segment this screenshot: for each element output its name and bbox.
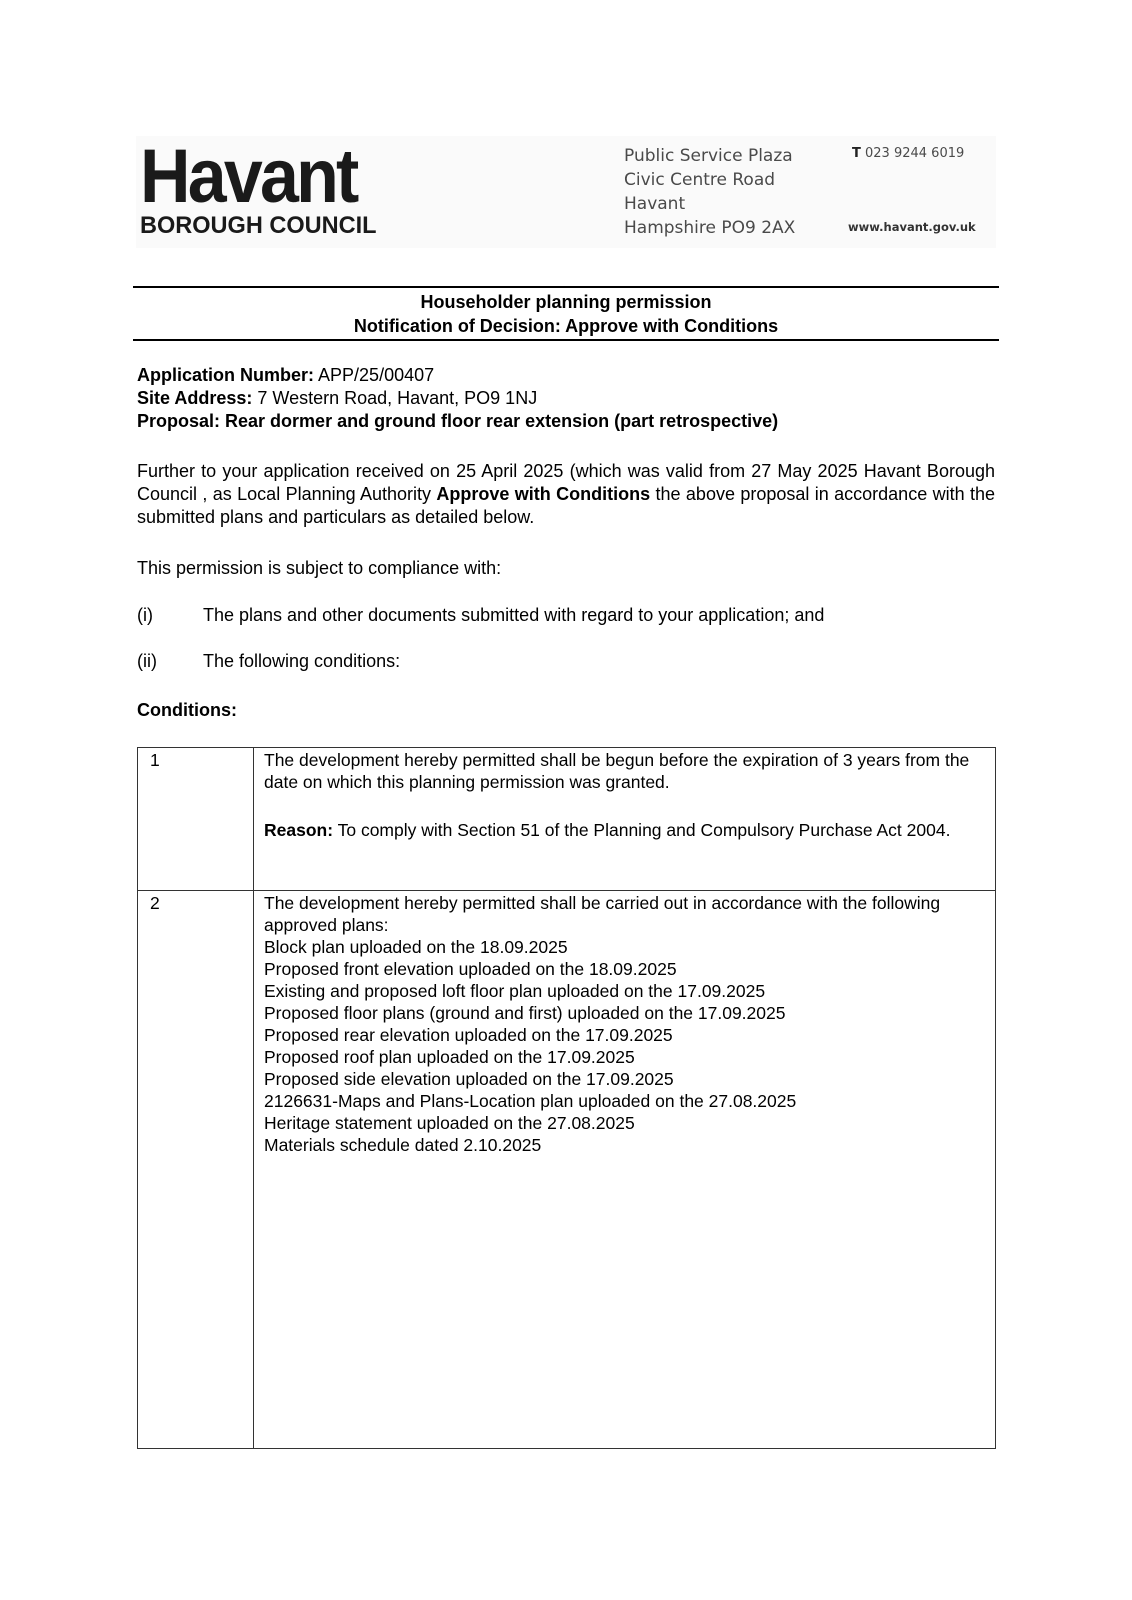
condition-reason [264, 819, 975, 841]
approved-plan: Proposed rear elevation uploaded on the 17.09.2025 [264, 1025, 673, 1045]
conditions-table [137, 747, 996, 1449]
compliance-item [137, 650, 400, 673]
condition-row [138, 891, 996, 1449]
approved-plan: 2126631-Maps and Plans-Location plan uploaded on the 27.08.2025 [264, 1091, 797, 1111]
application-number-label: Application Number: [137, 365, 315, 385]
compliance-item-text: The following conditions: [203, 651, 401, 671]
website-link[interactable]: www.havant.gov.uk [848, 220, 976, 234]
approved-plan: Proposed side elevation uploaded on the 17.09.2025 [264, 1069, 674, 1089]
approved-plan: Proposed roof plan uploaded on the 17.09.2025 [264, 1047, 635, 1067]
address-line: Public Service Plaza [624, 146, 793, 166]
council-address [624, 144, 795, 240]
condition-text: The development hereby permitted shall be begun before the expiration of 3 years from the date on which this planning permission was granted. [264, 750, 970, 792]
conditions-heading: Conditions: [137, 700, 237, 720]
decision-text-start: Further to your application received on 25 April 2025 (which was valid from 27 May 2025 Havant Borough Council , as Local Planning Authority [137, 461, 995, 504]
proposal-label: Proposal: [137, 411, 221, 431]
application-number-value: APP/25/00407 [318, 365, 435, 385]
title-line-2: Notification of Decision: Approve with Conditions [353, 316, 779, 336]
approved-plan: Existing and proposed loft floor plan uploaded on the 17.09.2025 [264, 981, 766, 1001]
proposal [137, 410, 995, 433]
letterhead [136, 136, 996, 248]
application-details [137, 364, 995, 433]
phone-prefix: T [852, 146, 861, 161]
address-line: Hampshire PO9 2AX [624, 218, 796, 238]
approved-plan: Materials schedule dated 2.10.2025 [264, 1135, 542, 1155]
condition-row [138, 748, 996, 891]
compliance-item-number: (ii) [137, 651, 157, 671]
logo-wordmark: Havant [140, 134, 357, 219]
approved-plan: Heritage statement uploaded on the 27.08.2025 [264, 1113, 635, 1133]
reason-label: Reason: [264, 820, 334, 840]
address-line: Havant [624, 194, 686, 214]
contact-phone [852, 146, 964, 161]
logo-subtitle: BOROUGH COUNCIL [140, 212, 377, 239]
decision-outcome: Approve with Conditions [436, 484, 651, 504]
proposal-value: Rear dormer and ground floor rear extension (part retrospective) [225, 411, 779, 431]
site-address-label: Site Address: [137, 388, 253, 408]
council-logo [140, 134, 381, 240]
title-line-1: Householder planning permission [420, 292, 712, 312]
approved-plan: Proposed floor plans (ground and first) uploaded on the 17.09.2025 [264, 1003, 786, 1023]
decision-paragraph [137, 460, 995, 529]
compliance-item-number: (i) [137, 605, 153, 625]
condition-text-cell [254, 748, 996, 891]
application-number [137, 364, 995, 387]
decision-text-end: the above proposal in accordance with the submitted plans and particulars as detailed below. [137, 484, 995, 527]
document-title [133, 286, 999, 341]
compliance-item [137, 604, 824, 627]
site-address [137, 387, 995, 410]
condition-number: 2 [138, 891, 254, 1449]
phone-number: 023 9244 6019 [865, 146, 965, 161]
compliance-item-text: The plans and other documents submitted with regard to your application; and [203, 605, 825, 625]
approved-plan: Proposed front elevation uploaded on the 18.09.2025 [264, 959, 677, 979]
reason-text: To comply with Section 51 of the Planning and Compulsory Purchase Act 2004. [333, 820, 951, 840]
condition-text-cell [254, 891, 996, 1449]
approved-plan: Block plan uploaded on the 18.09.2025 [264, 937, 568, 957]
address-line: Civic Centre Road [624, 170, 776, 190]
condition-number: 1 [138, 748, 254, 891]
site-address-value: 7 Western Road, Havant, PO9 1NJ [257, 388, 538, 408]
compliance-intro: This permission is subject to compliance with: [137, 558, 502, 578]
condition-text: The development hereby permitted shall be carried out in accordance with the following approved plans: [264, 893, 941, 935]
